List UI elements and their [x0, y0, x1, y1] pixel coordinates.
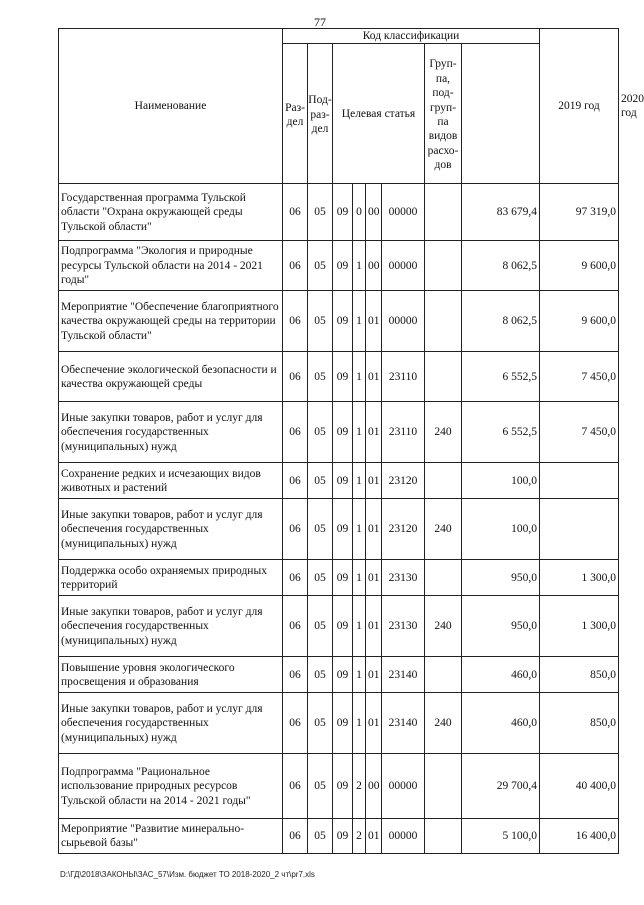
amount-2020-cell [540, 463, 619, 499]
direction-code-cell: 23130 [382, 596, 425, 657]
event-code-cell: 01 [366, 819, 382, 854]
row-name: Повышение уровня экологического просвещения и образования [59, 657, 283, 693]
podrazdel-cell: 05 [308, 754, 333, 819]
event-code-cell: 01 [366, 657, 382, 693]
podrazdel-cell: 05 [308, 184, 333, 241]
subprogram-code-cell: 1 [353, 560, 366, 596]
podrazdel-cell: 05 [308, 241, 333, 291]
program-code-cell: 09 [333, 184, 353, 241]
podrazdel-cell: 05 [308, 499, 333, 560]
header-podrazdel: Под- раз- дел [308, 44, 333, 184]
razdel-cell: 06 [283, 352, 308, 402]
program-code-cell: 09 [333, 352, 353, 402]
subprogram-code-cell: 0 [353, 184, 366, 241]
direction-code-cell: 23110 [382, 402, 425, 463]
table-row [59, 463, 619, 499]
row-name: Поддержка особо охраняемых природных территорий [59, 560, 283, 596]
razdel-cell: 06 [283, 291, 308, 352]
razdel-cell: 06 [283, 499, 308, 560]
row-name: Мероприятие "Развитие минерально-сырьевой базы" [59, 819, 283, 854]
amount-2020-cell: 7 450,0 [540, 402, 619, 463]
header-year-2019: 2019 год [540, 29, 619, 184]
razdel-cell: 06 [283, 402, 308, 463]
program-code-cell: 09 [333, 596, 353, 657]
row-name: Государственная программа Тульской области "Охрана окружающей среды Тульской области" [59, 184, 283, 241]
header-expense-group: Груп- па, под- груп- па видов расхо- дов [425, 44, 462, 184]
amount-2019-cell: 8 062,5 [462, 291, 540, 352]
amount-2019-cell: 460,0 [462, 693, 540, 754]
row-name: Обеспечение экологической безопасности и качества окружающей среды [59, 352, 283, 402]
amount-2020-cell: 16 400,0 [540, 819, 619, 854]
amount-2019-cell: 6 552,5 [462, 352, 540, 402]
subprogram-code-cell: 1 [353, 463, 366, 499]
expense-type-cell [425, 291, 462, 352]
table-row [59, 402, 619, 463]
event-code-cell: 01 [366, 402, 382, 463]
event-code-cell: 00 [366, 184, 382, 241]
direction-code-cell: 00000 [382, 819, 425, 854]
amount-2020-cell [540, 499, 619, 560]
table-row [59, 184, 619, 241]
table-row [59, 657, 619, 693]
row-name: Мероприятие "Обеспечение благоприятного качества окружающей среды на территории Тульской области" [59, 291, 283, 352]
subprogram-code-cell: 1 [353, 596, 366, 657]
razdel-cell: 06 [283, 657, 308, 693]
expense-type-cell: 240 [425, 499, 462, 560]
podrazdel-cell: 05 [308, 596, 333, 657]
amount-2020-cell: 9 600,0 [540, 291, 619, 352]
budget-table: Наименование Код классификации 2019 год 2020 год Раз- дел Под- раз- дел Целевая статья Груп- па, под- груп- па видов расхо- дов Государственная программа Тульской области "Охрана окружающей среды Тульской области" 06 05 09 0 00 00000 83 679,4 97 319,0 Подпрограмма "Экология и природные ресурсы Тульской области на 2014 - 2021 годы" 06 05 09 1 00 00000 8 062,5 9 600,0 Мероприятие "Обеспечение благоприятного качества окружающей среды на территории Тульской области" 06 05 09 1 01 00000 8 062,5 9 600,0 Обеспечение экологической безопасности и качества окружающей среды 06 05 09 1 01 23110 6 552,5 7 450,0 Иные закупки товаров, работ и услуг для обеспечения государственных (муниципальных) нужд 06 05 09 1 01 23110 240 6 552,5 7 450,0 Сохранение редких и исчезающих видов животных и растений 06 05 09 1 01 23120 100,0 Иные закупки товаров, работ и услуг для обеспечения государственных (муниципальных) нужд 06 05 09 1 01 23120 240 100,0 Поддержка особо охраняемых природных территорий 06 05 09 1 01 23130 950,0 1 300,0 Иные закупки товаров, работ и услуг для обеспечения государственных (муниципальных) нужд 06 05 09 1 01 23130 240 950,0 1 300,0 Повышение уровня экологического просвещения и образования 06 05 09 1 01 23140 460,0 850,0 Иные закупки товаров, работ и услуг для обеспечения государственных (муниципальных) нужд 06 05 09 1 01 23140 240 460,0 850,0 Подпрограмма "Рациональное использование природных ресурсов Тульской области на 2014 - 2021 годы" 06 05 09 2 00 00000 29 700,4 40 400,0 Мероприятие "Развитие минерально-сырьевой базы" 06 05 09 2 01 00000 5 100,0 16 400,0 [58, 28, 619, 854]
subprogram-code-cell: 1 [353, 241, 366, 291]
direction-code-cell: 23120 [382, 463, 425, 499]
direction-code-cell: 23130 [382, 560, 425, 596]
razdel-cell: 06 [283, 754, 308, 819]
podrazdel-cell: 05 [308, 693, 333, 754]
row-name: Иные закупки товаров, работ и услуг для обеспечения государственных (муниципальных) нужд [59, 596, 283, 657]
razdel-cell: 06 [283, 596, 308, 657]
row-name: Подпрограмма "Экология и природные ресурсы Тульской области на 2014 - 2021 годы" [59, 241, 283, 291]
direction-code-cell: 00000 [382, 291, 425, 352]
table-row [59, 241, 619, 291]
podrazdel-cell: 05 [308, 352, 333, 402]
direction-code-cell: 23140 [382, 657, 425, 693]
header-razdel: Раз- дел [283, 44, 308, 184]
amount-2019-cell: 5 100,0 [462, 819, 540, 854]
amount-2020-cell: 1 300,0 [540, 596, 619, 657]
razdel-cell: 06 [283, 463, 308, 499]
podrazdel-cell: 05 [308, 463, 333, 499]
amount-2020-cell: 850,0 [540, 657, 619, 693]
podrazdel-cell: 05 [308, 819, 333, 854]
program-code-cell: 09 [333, 241, 353, 291]
amount-2020-cell: 9 600,0 [540, 241, 619, 291]
amount-2019-cell: 8 062,5 [462, 241, 540, 291]
amount-2019-cell: 950,0 [462, 560, 540, 596]
podrazdel-cell: 05 [308, 402, 333, 463]
expense-type-cell [425, 352, 462, 402]
podrazdel-cell: 05 [308, 291, 333, 352]
subprogram-code-cell: 1 [353, 291, 366, 352]
direction-code-cell: 23120 [382, 499, 425, 560]
event-code-cell: 01 [366, 291, 382, 352]
podrazdel-cell: 05 [308, 560, 333, 596]
direction-code-cell: 00000 [382, 241, 425, 291]
razdel-cell: 06 [283, 184, 308, 241]
direction-code-cell: 00000 [382, 184, 425, 241]
expense-type-cell [425, 560, 462, 596]
amount-2019-cell: 29 700,4 [462, 754, 540, 819]
amount-2020-cell: 850,0 [540, 693, 619, 754]
amount-2020-cell: 1 300,0 [540, 560, 619, 596]
amount-2019-cell: 100,0 [462, 499, 540, 560]
event-code-cell: 01 [366, 463, 382, 499]
table-row [59, 693, 619, 754]
program-code-cell: 09 [333, 657, 353, 693]
event-code-cell: 01 [366, 560, 382, 596]
table-row [59, 596, 619, 657]
event-code-cell: 00 [366, 241, 382, 291]
subprogram-code-cell: 1 [353, 499, 366, 560]
expense-type-cell [425, 463, 462, 499]
direction-code-cell: 23110 [382, 352, 425, 402]
amount-2019-cell: 460,0 [462, 657, 540, 693]
subprogram-code-cell: 1 [353, 693, 366, 754]
razdel-cell: 06 [283, 693, 308, 754]
table-row [59, 754, 619, 819]
row-name: Иные закупки товаров, работ и услуг для обеспечения государственных (муниципальных) нужд [59, 693, 283, 754]
row-name: Иные закупки товаров, работ и услуг для обеспечения государственных (муниципальных) нужд [59, 402, 283, 463]
table-row [59, 352, 619, 402]
amount-2019-cell: 83 679,4 [462, 184, 540, 241]
event-code-cell: 01 [366, 499, 382, 560]
page-number: 77 [314, 15, 326, 29]
expense-type-cell: 240 [425, 693, 462, 754]
amount-2020-cell: 40 400,0 [540, 754, 619, 819]
event-code-cell: 00 [366, 754, 382, 819]
program-code-cell: 09 [333, 754, 353, 819]
event-code-cell: 01 [366, 693, 382, 754]
subprogram-code-cell: 2 [353, 754, 366, 819]
direction-code-cell: 00000 [382, 754, 425, 819]
amount-2019-cell: 6 552,5 [462, 402, 540, 463]
row-name: Иные закупки товаров, работ и услуг для обеспечения государственных (муниципальных) нужд [59, 499, 283, 560]
amount-2019-cell: 950,0 [462, 596, 540, 657]
amount-2020-cell: 97 319,0 [540, 184, 619, 241]
header-name: Наименование [59, 29, 283, 184]
table-row [59, 291, 619, 352]
program-code-cell: 09 [333, 819, 353, 854]
expense-type-cell [425, 657, 462, 693]
amount-2019-cell: 100,0 [462, 463, 540, 499]
razdel-cell: 06 [283, 819, 308, 854]
program-code-cell: 09 [333, 463, 353, 499]
razdel-cell: 06 [283, 560, 308, 596]
table-row [59, 819, 619, 854]
direction-code-cell: 23140 [382, 693, 425, 754]
program-code-cell: 09 [333, 693, 353, 754]
expense-type-cell [425, 754, 462, 819]
program-code-cell: 09 [333, 499, 353, 560]
header-target-article: Целевая статья [333, 44, 425, 184]
event-code-cell: 01 [366, 596, 382, 657]
subprogram-code-cell: 2 [353, 819, 366, 854]
expense-type-cell: 240 [425, 596, 462, 657]
expense-type-cell [425, 819, 462, 854]
program-code-cell: 09 [333, 560, 353, 596]
program-code-cell: 09 [333, 402, 353, 463]
event-code-cell: 01 [366, 352, 382, 402]
expense-type-cell [425, 184, 462, 241]
header-classification: Код классификации [283, 29, 540, 44]
row-name: Подпрограмма "Рациональное использование природных ресурсов Тульской области на 2014 - 2021 годы" [59, 754, 283, 819]
razdel-cell: 06 [283, 241, 308, 291]
table-row [59, 560, 619, 596]
subprogram-code-cell: 1 [353, 402, 366, 463]
file-path-footer: D:\ГД\2018\ЗАКОНЫ\ЗАС_57\Изм. бюджет ТО 2018-2020_2 чт\pr7.xls [60, 870, 315, 879]
subprogram-code-cell: 1 [353, 352, 366, 402]
program-code-cell: 09 [333, 291, 353, 352]
expense-type-cell: 240 [425, 402, 462, 463]
podrazdel-cell: 05 [308, 657, 333, 693]
amount-2020-cell: 7 450,0 [540, 352, 619, 402]
row-name: Сохранение редких и исчезающих видов животных и растений [59, 463, 283, 499]
table-row [59, 499, 619, 560]
expense-type-cell [425, 241, 462, 291]
subprogram-code-cell: 1 [353, 657, 366, 693]
